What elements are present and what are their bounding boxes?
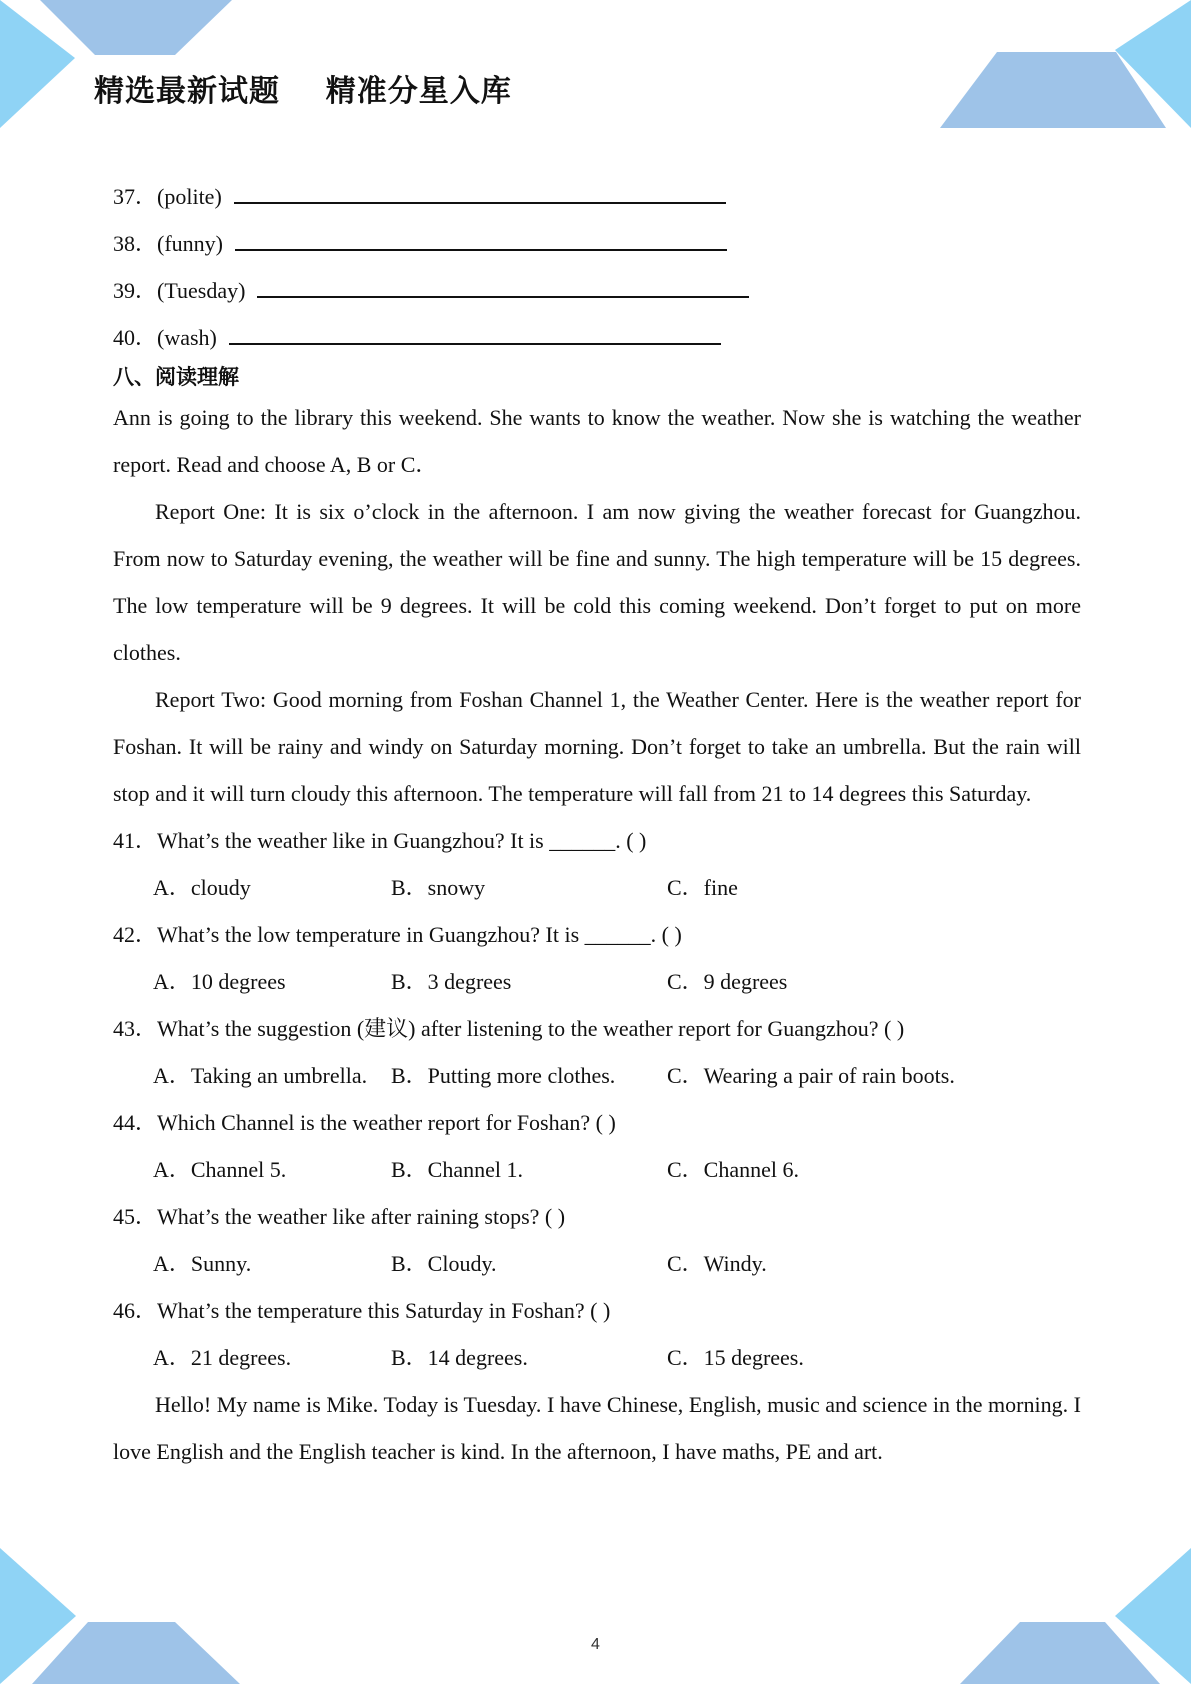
option-b[interactable]: B．Putting more clothes. bbox=[391, 1063, 616, 1088]
item-word: (polite) bbox=[157, 184, 222, 209]
mike-passage: Hello! My name is Mike. Today is Tuesday. I have Chinese, English, music and science in the morning. I love English and the English teacher is kind. In the afternoon, I have maths, PE and art. bbox=[113, 1392, 1081, 1464]
option-c[interactable]: C．Wearing a pair of rain boots. bbox=[667, 1063, 955, 1088]
answer-blank[interactable] bbox=[229, 315, 721, 345]
option-b[interactable]: B．snowy bbox=[391, 875, 486, 900]
option-b[interactable]: B．Cloudy. bbox=[391, 1251, 497, 1276]
question bbox=[113, 817, 1081, 864]
answer-blank[interactable] bbox=[234, 174, 726, 204]
question-text: What’s the temperature this Saturday in Foshan? ( ) bbox=[157, 1298, 611, 1323]
question-text: Which Channel is the weather report for Foshan? ( ) bbox=[157, 1110, 616, 1135]
question-text: What’s the weather like after raining stops? ( ) bbox=[157, 1204, 566, 1229]
question-options bbox=[113, 1240, 1081, 1287]
item-number: 39． bbox=[113, 278, 158, 303]
item-word: (Tuesday) bbox=[157, 278, 246, 303]
option-b[interactable]: B．Channel 1. bbox=[391, 1157, 523, 1182]
question-options bbox=[113, 1334, 1081, 1381]
question bbox=[113, 1099, 1081, 1146]
fill-item bbox=[113, 315, 1081, 362]
option-a[interactable]: A．21 degrees. bbox=[153, 1345, 292, 1370]
option-a[interactable]: A．Sunny. bbox=[153, 1251, 252, 1276]
question-options bbox=[113, 1146, 1081, 1193]
option-c[interactable]: C．fine bbox=[667, 875, 738, 900]
question-number: 43． bbox=[113, 1016, 158, 1041]
option-b[interactable]: B．3 degrees bbox=[391, 969, 512, 994]
intro-paragraph: Ann is going to the library this weekend. She wants to know the weather. Now she is watching the weather report. Read and choose A, B or C． bbox=[113, 405, 1081, 477]
header-title: 精选最新试题 精准分星入库 bbox=[94, 74, 512, 109]
question bbox=[113, 1193, 1081, 1240]
option-c[interactable]: C．15 degrees. bbox=[667, 1345, 804, 1370]
item-word: (wash) bbox=[157, 325, 217, 350]
option-b[interactable]: B．14 degrees. bbox=[391, 1345, 528, 1370]
option-a[interactable]: A．cloudy bbox=[153, 875, 251, 900]
question-options bbox=[113, 958, 1081, 1005]
answer-blank[interactable] bbox=[235, 221, 727, 251]
question-number: 45． bbox=[113, 1204, 158, 1229]
question bbox=[113, 1287, 1081, 1334]
question-number: 41． bbox=[113, 828, 158, 853]
page-number: 4 bbox=[591, 1636, 600, 1653]
question-text: What’s the low temperature in Guangzhou? It is ______. ( ) bbox=[157, 922, 682, 947]
fill-item bbox=[113, 268, 1081, 315]
item-number: 37． bbox=[113, 184, 158, 209]
question bbox=[113, 1005, 1081, 1052]
option-c[interactable]: C．Channel 6. bbox=[667, 1157, 799, 1182]
question-text: What’s the weather like in Guangzhou? It is ______. ( ) bbox=[157, 828, 647, 853]
report-one-paragraph: Report One: It is six o’clock in the afternoon. I am now giving the weather forecast for Guangzhou. From now to Saturday evening, the weather will be fine and sunny. The high temperature will be 15 degrees. The low temperature will be 9 degrees. It will be cold this coming weekend. Don’t forget to put on more clothes. bbox=[113, 499, 1081, 665]
fill-item bbox=[113, 221, 1081, 268]
question-options bbox=[113, 1052, 1081, 1099]
question-options bbox=[113, 864, 1081, 911]
fill-item bbox=[113, 174, 1081, 221]
question-number: 42． bbox=[113, 922, 158, 947]
answer-blank[interactable] bbox=[257, 268, 749, 298]
option-c[interactable]: C．Windy. bbox=[667, 1251, 767, 1276]
option-c[interactable]: C．9 degrees bbox=[667, 969, 788, 994]
option-a[interactable]: A．Channel 5. bbox=[153, 1157, 287, 1182]
item-number: 40． bbox=[113, 325, 158, 350]
option-a[interactable]: A．Taking an umbrella. bbox=[153, 1063, 368, 1088]
question-text: What’s the suggestion (建议) after listening to the weather report for Guangzhou? ( ) bbox=[157, 1016, 905, 1041]
report-two-paragraph: Report Two: Good morning from Foshan Channel 1, the Weather Center. Here is the weather report for Foshan. It will be rainy and windy on Saturday morning. Don’t forget to take an umbrella. But the rain will stop and it will turn cloudy this afternoon. The temperature will fall from 21 to 14 degrees this Saturday. bbox=[113, 687, 1081, 806]
worksheet-content bbox=[113, 174, 1081, 1475]
option-a[interactable]: A．10 degrees bbox=[153, 969, 286, 994]
section-heading: 八、阅读理解 bbox=[113, 365, 239, 389]
item-number: 38． bbox=[113, 231, 158, 256]
question-number: 46． bbox=[113, 1298, 158, 1323]
question-number: 44． bbox=[113, 1110, 158, 1135]
question bbox=[113, 911, 1081, 958]
item-word: (funny) bbox=[157, 231, 223, 256]
